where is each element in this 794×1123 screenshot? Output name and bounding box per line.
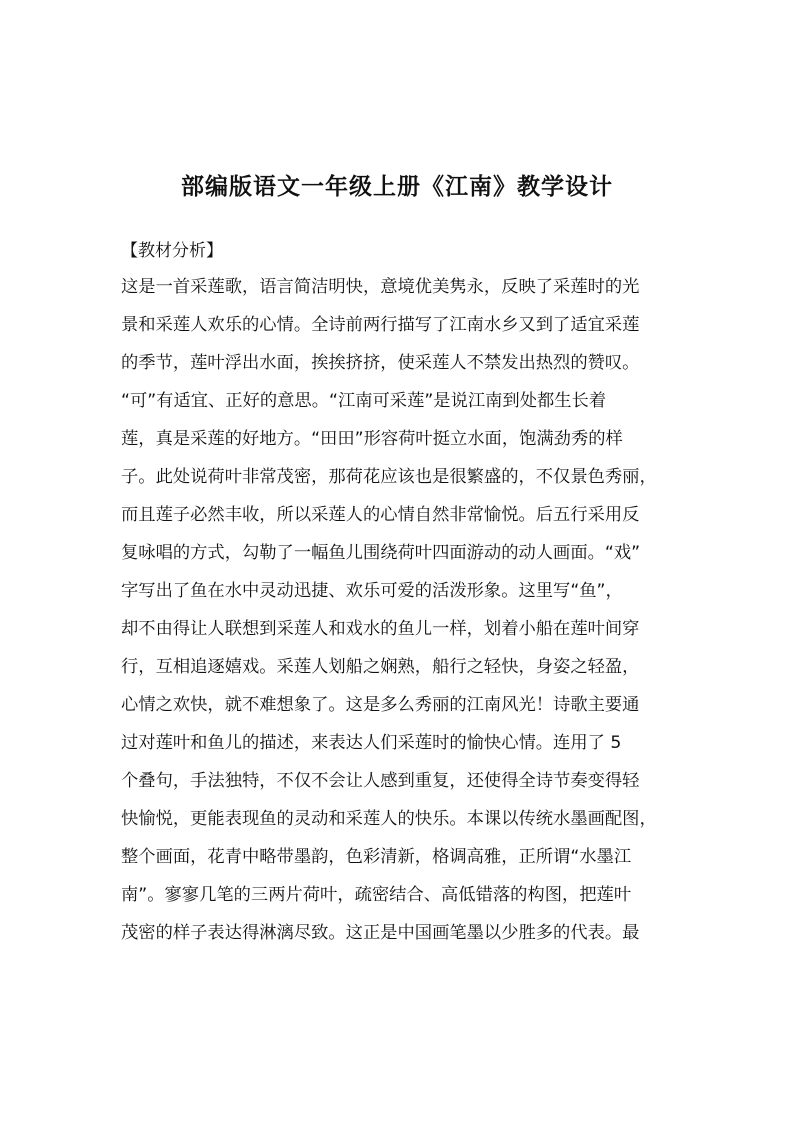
text-line: 莲，真是采莲的好地方。“田田”形容荷叶挺立水面，饱满劲秀的样 [121, 429, 623, 449]
text-line: 却不由得让人联想到采莲人和戏水的鱼儿一样，划着小船在莲叶间穿 [121, 619, 640, 639]
body-text [121, 268, 677, 952]
text-line: 复咏唱的方式，勾勒了一幅鱼儿围绕荷叶四面游动的动人画面。“戏” [121, 543, 641, 563]
text-line: 快愉悦，更能表现鱼的灵动和采莲人的快乐。本课以传统水墨画配图， [121, 809, 657, 829]
text-line: 过对莲叶和鱼儿的描述，来表达人们采莲时的愉快心情。连用了 5 [121, 733, 622, 753]
section-heading: 【教材分析】 [121, 241, 223, 261]
text-line: 子。此处说荷叶非常茂密，那荷花应该也是很繁盛的，不仅景色秀丽， [121, 467, 657, 487]
text-line: 心情之欢快，就不难想象了。这是多么秀丽的江南风光！诗歌主要通 [121, 695, 640, 715]
text-line: 南”。寥寥几笔的三两片荷叶，疏密结合、高低错落的构图，把莲叶 [121, 885, 632, 905]
text-line: “可”有适宜、正好的意思。“江南可采莲”是说江南到处都生长着 [121, 391, 607, 411]
text-line: 的季节，莲叶浮出水面，挨挨挤挤，使采莲人不禁发出热烈的赞叹。 [121, 353, 640, 373]
document-title: 部编版语文一年级上册《江南》教学设计 [181, 174, 613, 200]
text-line: 个叠句，手法独特，不仅不会让人感到重复，还使得全诗节奏变得轻 [121, 771, 640, 791]
text-line: 整个画面，花青中略带墨韵，色彩清新，格调高雅，正所谓“水墨江 [121, 847, 632, 867]
text-line: 这是一首采莲歌，语言简洁明快，意境优美隽永，反映了采莲时的光 [121, 277, 640, 297]
text-line: 茂密的样子表达得淋漓尽致。这正是中国画笔墨以少胜多的代表。最 [121, 923, 640, 943]
text-line: 行，互相追逐嬉戏。采莲人划船之娴熟，船行之轻快，身姿之轻盈， [121, 657, 640, 677]
text-line: 字写出了鱼在水中灵动迅捷、欢乐可爱的活泼形象。这里写“鱼”， [121, 581, 623, 601]
text-line: 而且莲子必然丰收，所以采莲人的心情自然非常愉悦。后五行采用反 [121, 505, 640, 525]
text-line: 景和采莲人欢乐的心情。全诗前两行描写了江南水乡又到了适宜采莲 [121, 315, 640, 335]
